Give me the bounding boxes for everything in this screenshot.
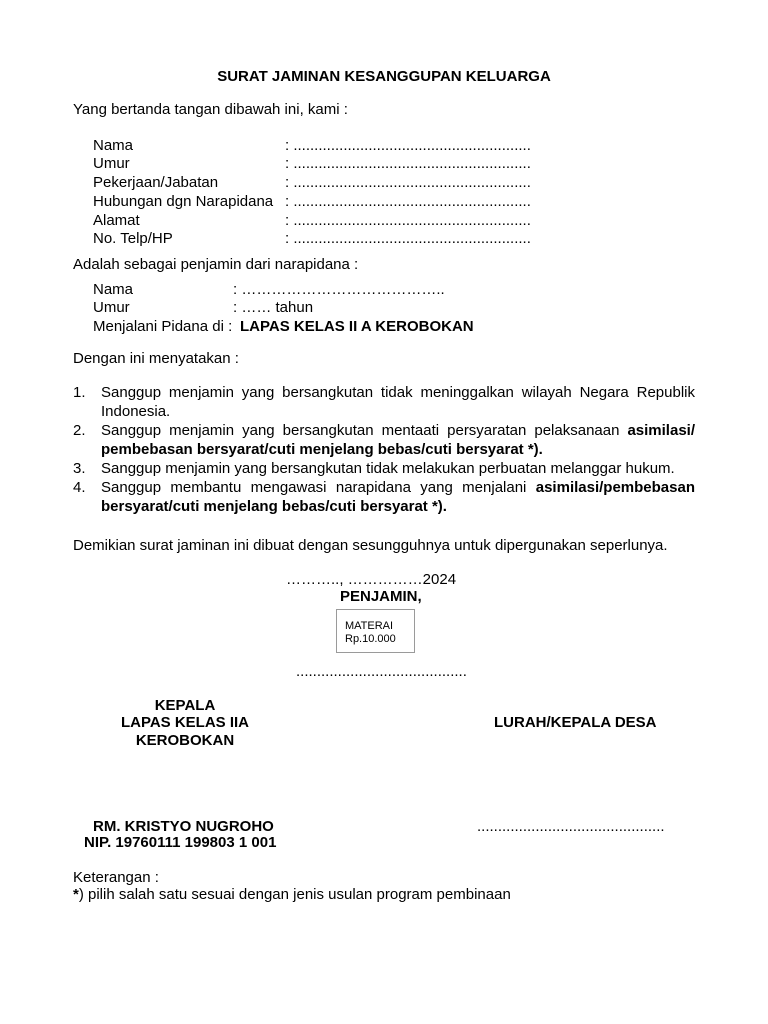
guarantor-signature-line: .........................................	[296, 663, 467, 680]
field-row	[93, 299, 314, 317]
note-text	[73, 886, 511, 904]
stamp-amount: Rp.10.000	[345, 633, 396, 645]
field-value: LAPAS KELAS II A KEROBOKAN	[240, 318, 474, 335]
field-label: Nama	[93, 137, 134, 154]
item-text: Sanggup membantu mengawasi narapidana yang menjalani	[101, 479, 536, 496]
left-sign-line2: LAPAS KELAS IIA	[120, 714, 250, 731]
closing-text: Demikian surat jaminan ini dibuat dengan sesungguhnya untuk dipergunakan seperlunya.	[73, 537, 668, 554]
item-bold-text: asimilasi/pembebasan bersyarat/cuti menjelang bebas/cuti bersyarat *).	[101, 479, 695, 515]
left-sign-line1: KEPALA	[154, 697, 216, 714]
intro-text: Yang bertanda tangan dibawah ini, kami :	[73, 101, 348, 118]
list-item	[73, 459, 695, 478]
field-value: : …… tahun	[233, 299, 314, 316]
item-text: Sanggup menjamin yang bersangkutan tidak melakukan perbuatan melanggar hukum.	[101, 460, 675, 477]
field-value: : .........................................................	[285, 174, 531, 191]
field-value: : .........................................................	[285, 137, 531, 154]
item-text: Sanggup menjamin yang bersangkutan tidak meninggalkan wilayah Negara Republik Indonesia.	[101, 384, 695, 420]
item-number: 1.	[73, 384, 86, 401]
field-row	[93, 318, 474, 336]
left-sign-nip: NIP. 19760111 199803 1 001	[84, 834, 277, 851]
field-label: Alamat	[93, 212, 140, 229]
date-line: ……….., ……………2024	[286, 571, 457, 588]
field-value: : …………………………………..	[233, 281, 445, 298]
stamp-label: MATERAI	[345, 620, 394, 632]
item-number: 2.	[73, 422, 86, 439]
field-row	[93, 230, 531, 248]
guarantor-of-text: Adalah sebagai penjamin dari narapidana :	[73, 256, 359, 273]
note-body: ) pilih salah satu sesuai dengan jenis usulan program pembinaan	[78, 886, 511, 903]
note-heading: Keterangan :	[73, 869, 159, 886]
list-item	[73, 478, 695, 516]
field-row	[93, 155, 531, 173]
field-label: Nama	[93, 281, 134, 298]
item-bold-text: asimilasi/ pembebasan bersyarat/cuti menjelang bebas/cuti bersyarat *).	[101, 422, 695, 458]
page-title: SURAT JAMINAN KESANGGUPAN KELUARGA	[217, 68, 551, 85]
field-value: : .........................................................	[285, 212, 531, 229]
field-label: Pekerjaan/Jabatan	[93, 174, 219, 191]
field-row	[93, 137, 531, 155]
field-value: : .........................................................	[285, 155, 531, 172]
left-sign-line3: KEROBOKAN	[135, 732, 235, 749]
field-row	[93, 193, 531, 211]
statement-list	[73, 383, 695, 516]
stamp-box	[336, 609, 415, 653]
field-row	[93, 174, 531, 192]
list-item	[73, 383, 695, 421]
field-label: No. Telp/HP	[93, 230, 173, 247]
right-signature-line: .............................................	[477, 818, 665, 835]
item-number: 3.	[73, 460, 86, 477]
right-sign-title: LURAH/KEPALA DESA	[494, 714, 657, 731]
field-row	[93, 281, 445, 299]
item-text: Sanggup menjamin yang bersangkutan mentaati persyaratan pelaksanaan	[101, 422, 628, 439]
field-label: Menjalani Pidana di :	[93, 318, 233, 335]
field-value: : .........................................................	[285, 230, 531, 247]
declare-text: Dengan ini menyatakan :	[73, 350, 239, 367]
item-number: 4.	[73, 479, 86, 496]
field-label: Umur	[93, 299, 130, 316]
note-star: *	[73, 886, 79, 903]
field-row	[93, 212, 531, 230]
left-sign-name: RM. KRISTYO NUGROHO	[93, 818, 274, 835]
field-label: Umur	[93, 155, 130, 172]
field-value: : .........................................................	[285, 193, 531, 210]
field-label: Hubungan dgn Narapidana	[93, 193, 274, 210]
guarantor-heading: PENJAMIN,	[340, 588, 422, 605]
list-item	[73, 421, 695, 459]
